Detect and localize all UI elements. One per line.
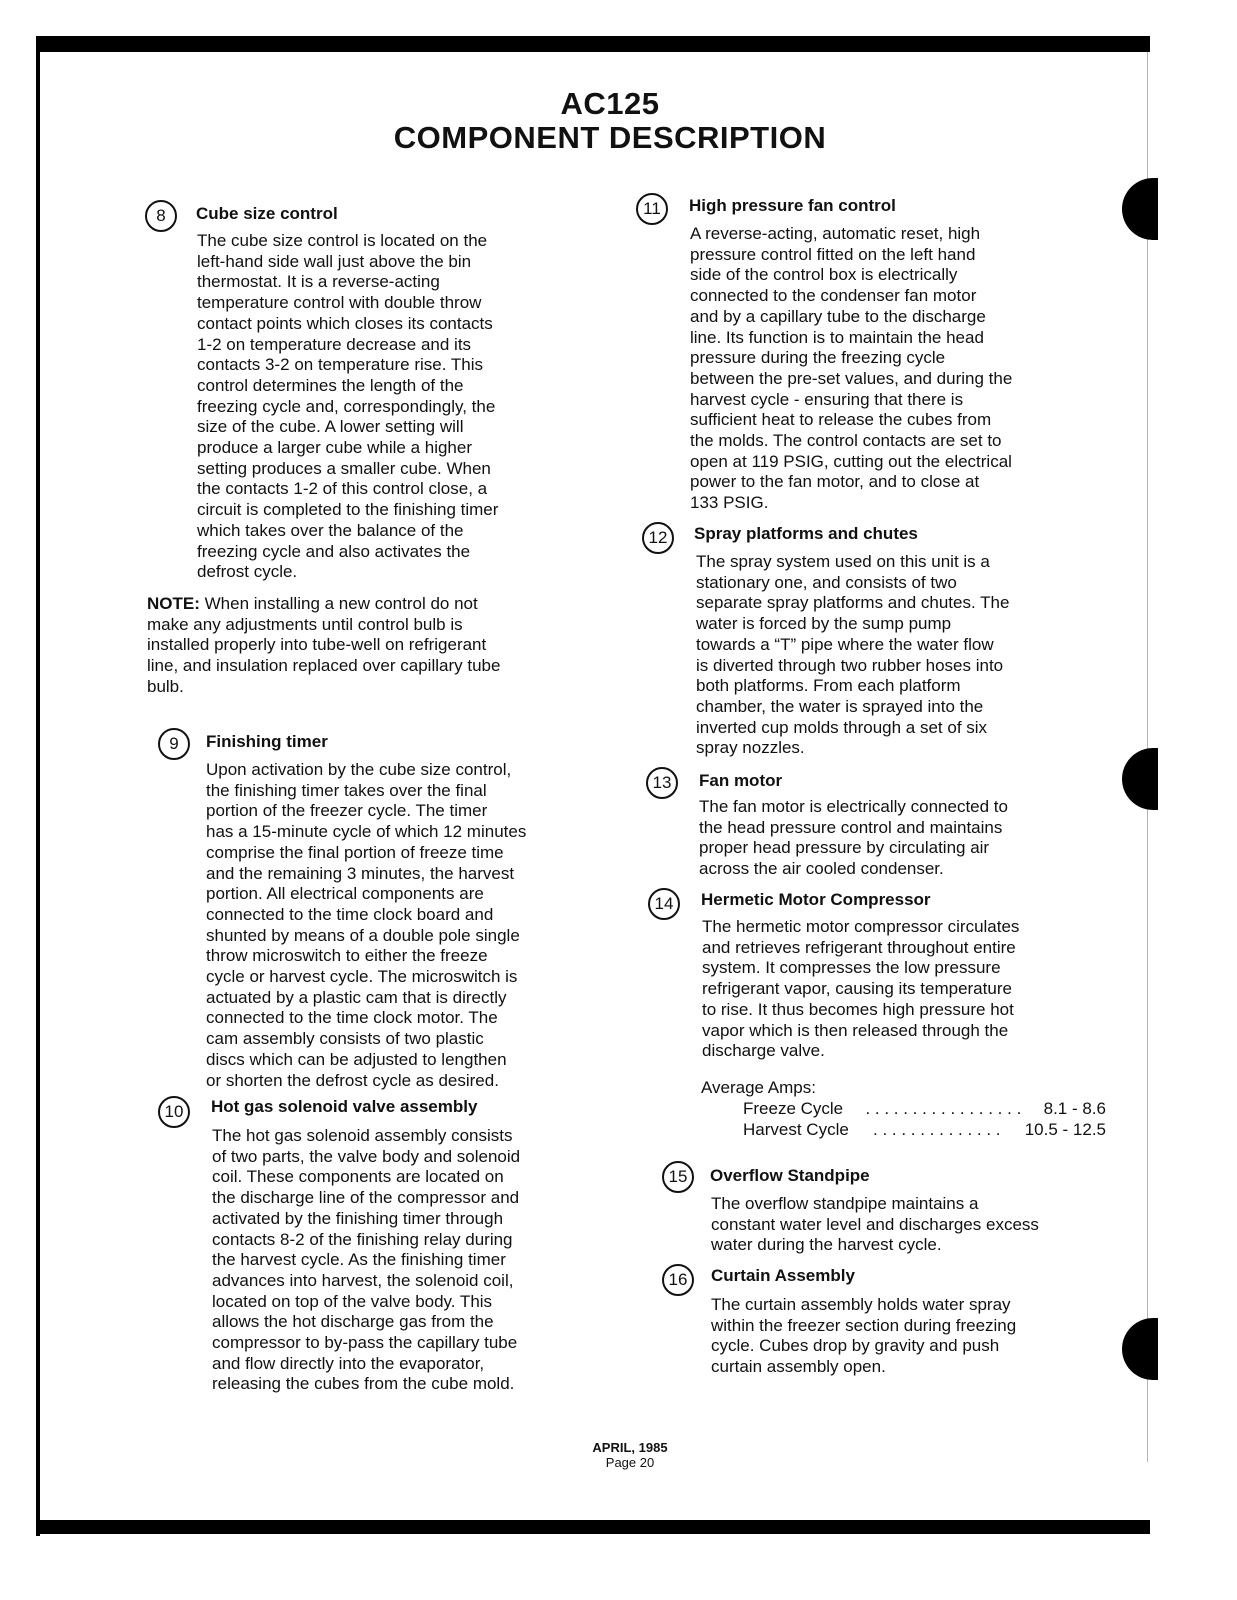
section-number-14: 14 — [648, 888, 680, 920]
section-heading-hermetic-compressor: Hermetic Motor Compressor — [701, 890, 931, 909]
section-text-finishing-timer: Upon activation by the cube size control, the finishing timer takes over the final portion of the freezer cycle. The timer has a 15-minute cycle of which 12 minutes comprise the final portion of freeze time and the remaining 3 minutes, the harvest portion. All electrical components are connected to the time clock board and shunted by means of a double pole single throw microswitch to either the freeze cycle or harvest cycle. The microswitch is actuated by a plastic cam that is directly connected to the time clock motor. The cam assembly consists of two plastic discs which can be adjusted to lengthen or shorten the defrost cycle as desired. — [206, 760, 527, 1090]
amps-name: Freeze Cycle — [743, 1099, 844, 1118]
section-text-fan-motor: The fan motor is electrically connected to the head pressure control and maintains proper head pressure by circulating air across the air cooled condenser. — [699, 797, 1008, 879]
footer-page-number: Page 20 — [605, 1455, 655, 1470]
section-text-hermetic-compressor: The hermetic motor compressor circulates and retrieves refrigerant throughout entire system. It compresses the low pressure refrigerant vapor, causing its temperature to rise. It thus becomes high pressure hot vapor which is then released through the discharge valve. — [702, 917, 1020, 1061]
section-heading-cube-size-control: Cube size control — [196, 204, 338, 223]
punch-hole-mark — [1122, 1318, 1158, 1380]
note-label: NOTE: — [147, 594, 200, 613]
section-number-11: 11 — [636, 193, 668, 225]
note-text: When installing a new control do not make any adjustments until control bulb is installed properly into tube-well on refrigerant line, and insulation replaced over capillary tube bulb. — [147, 594, 501, 696]
average-amps-label: Average Amps: — [701, 1078, 816, 1097]
amps-value: 10.5 - 12.5 — [1024, 1120, 1106, 1139]
section-text-cube-size-control: The cube size control is located on the left-hand side wall just above the bin thermostat. It is a reverse-acting temperature control with double throw contact points which closes its contacts 1-2 on temperature decrease and its contacts 3-2 on temperature rise. This control determines the length of the freezing cycle and, correspondingly, the size of the cube. A lower setting will produce a larger cube while a higher setting produces a smaller cube. When the contacts 1-2 of this control close, a circuit is completed to the finishing timer which takes over the balance of the freezing cycle and also activates the defrost cycle. — [197, 231, 499, 582]
section-heading-high-pressure-fan-control: High pressure fan control — [689, 196, 896, 215]
footer-date: APRIL, 1985 — [592, 1440, 668, 1455]
average-amps-table — [701, 1077, 1106, 1140]
section-heading-overflow-standpipe: Overflow Standpipe — [710, 1166, 870, 1185]
section-heading-hot-gas-solenoid: Hot gas solenoid valve assembly — [211, 1097, 478, 1116]
section-text-spray-platforms: The spray system used on this unit is a stationary one, and consists of two separate spray platforms and chutes. The water is forced by the sump pump towards a “T” pipe where the water flow is diverted through two rubber hoses into both platforms. From each platform chamber, the water is sprayed into the inverted cup molds through a set of six spray nozzles. — [696, 552, 1010, 758]
page-border-bottom — [36, 1520, 1150, 1534]
section-number-9: 9 — [158, 728, 190, 760]
punch-hole-mark — [1122, 748, 1158, 810]
section-heading-curtain-assembly: Curtain Assembly — [711, 1266, 855, 1285]
note-paragraph — [147, 594, 500, 698]
document-title: COMPONENT DESCRIPTION — [393, 120, 827, 155]
section-number-8: 8 — [145, 200, 177, 232]
section-heading-finishing-timer: Finishing timer — [206, 732, 328, 751]
amps-row-freeze — [743, 1098, 1106, 1119]
section-number-16: 16 — [662, 1264, 694, 1296]
amps-row-harvest — [743, 1119, 1106, 1140]
section-heading-fan-motor: Fan motor — [699, 771, 783, 790]
section-text-overflow-standpipe: The overflow standpipe maintains a constant water level and discharges excess water during the harvest cycle. — [711, 1194, 1039, 1255]
section-number-12: 12 — [642, 522, 674, 554]
section-heading-spray-platforms: Spray platforms and chutes — [694, 524, 918, 543]
amps-value: 8.1 - 8.6 — [1043, 1099, 1106, 1118]
section-number-13: 13 — [646, 767, 678, 799]
amps-leader-dots: . . . . . . . . . . . . . . — [873, 1120, 1001, 1139]
page-border-left — [36, 36, 40, 1536]
document-title-model: AC125 — [560, 86, 660, 121]
section-number-10: 10 — [158, 1096, 190, 1128]
section-text-high-pressure-fan-control: A reverse-acting, automatic reset, high pressure control fitted on the left hand side of the control box is electrically connected to the condenser fan motor and by a capillary tube to the discharge line. Its function is to maintain the head pressure during the freezing cycle between the pre-set values, and during the harvest cycle - ensuring that there is sufficient heat to release the cubes from the molds. The control contacts are set to open at 119 PSIG, cutting out the electrical power to the fan motor, and to close at 133 PSIG. — [690, 224, 1013, 513]
amps-leader-dots: . . . . . . . . . . . . . . . . . — [865, 1099, 1022, 1118]
section-text-curtain-assembly: The curtain assembly holds water spray within the freezer section during freezing cycle. Cubes drop by gravity and push curtain assembly open. — [711, 1295, 1017, 1377]
punch-hole-mark — [1122, 178, 1158, 240]
section-number-15: 15 — [662, 1161, 694, 1193]
page-border-top — [36, 36, 1150, 52]
amps-name: Harvest Cycle — [743, 1120, 849, 1139]
section-text-hot-gas-solenoid: The hot gas solenoid assembly consists of two parts, the valve body and solenoid coil. These components are located on the discharge line of the compressor and activated by the finishing timer through contacts 8-2 of the finishing relay during the harvest cycle. As the finishing timer advances into harvest, the solenoid coil, located on top of the valve body. This allows the hot discharge gas from the compressor to by-pass the capillary tube and flow directly into the evaporator, releasing the cubes from the cube mold. — [212, 1126, 521, 1394]
